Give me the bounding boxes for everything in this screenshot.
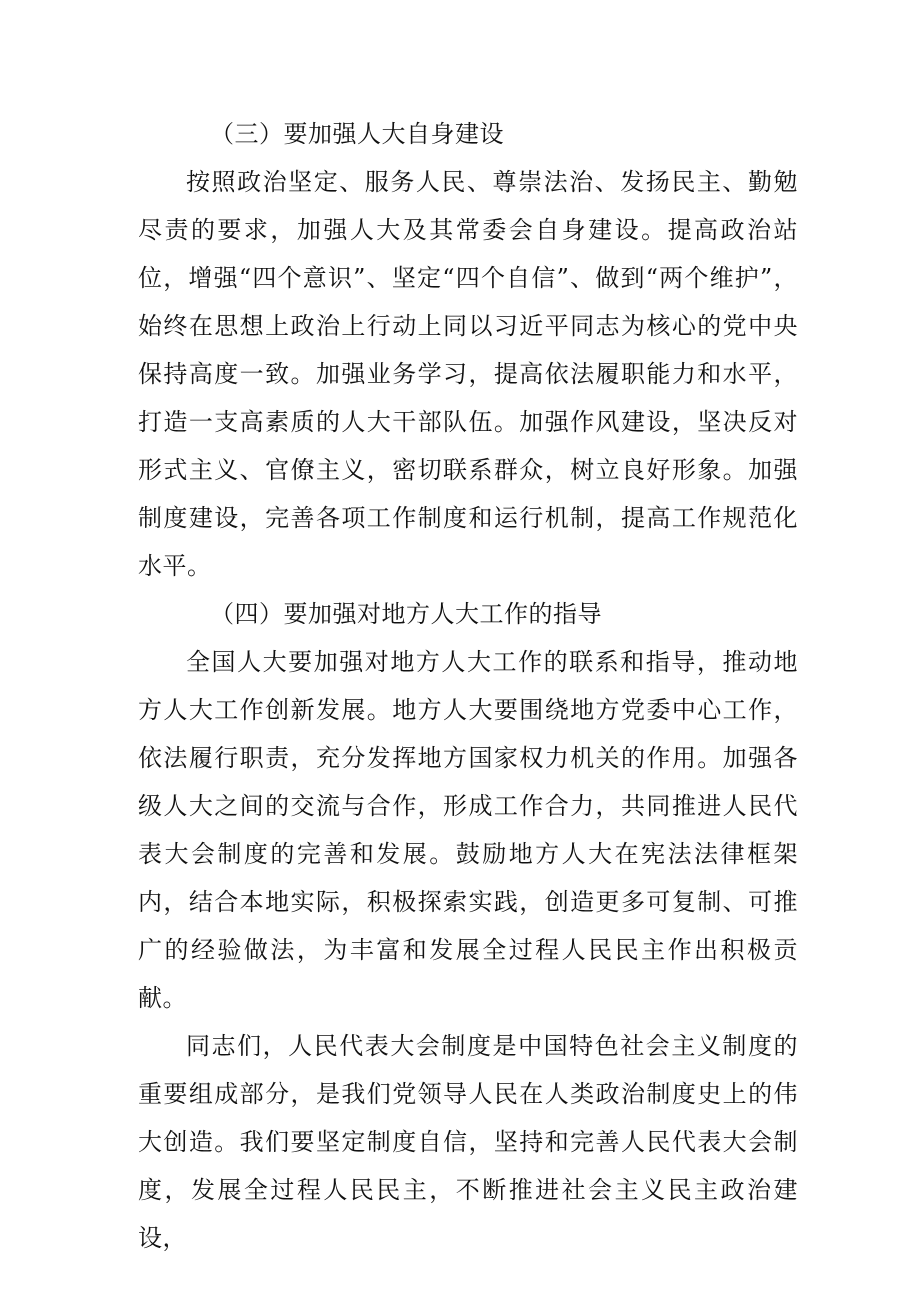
section-heading-3: （三）要加强人大自身建设 [210, 120, 504, 148]
section-heading-4: （四）要加强对地方人大工作的指导 [210, 600, 602, 628]
paragraph-closing: 同志们，人民代表大会制度是中国特色社会主义制度的重要组成部分，是我们党领导人民在人类政治制度史上的伟大创造。我们要坚定制度自信，坚持和完善人民代表大会制度，发展全过程人民民主，不断推进社会主义民主政治建设， [138, 1032, 798, 1252]
paragraph-self-building: 按照政治坚定、服务人民、尊崇法治、发扬民主、勤勉尽责的要求，加强人大及其常委会自身建设。提高政治站位，增强“四个意识”、坚定“四个自信”、做到“两个维护”，始终在思想上政治上行动上同以习近平同志为核心的党中央保持高度一致。加强业务学习，提高依法履职能力和水平，打造一支高素质的人大干部队伍。加强作风建设，坚决反对形式主义、官僚主义，密切联系群众，树立良好形象。加强制度建设，完善各项工作制度和运行机制，提高工作规范化水平。 [138, 168, 798, 580]
paragraph-local-guidance: 全国人大要加强对地方人大工作的联系和指导，推动地方人大工作创新发展。地方人大要围绕地方党委中心工作，依法履行职责，充分发挥地方国家权力机关的作用。加强各级人大之间的交流与合作，形成工作合力，共同推进人民代表大会制度的完善和发展。鼓励地方人大在宪法法律框架内，结合本地实际，积极探索实践，创造更多可复制、可推广的经验做法，为丰富和发展全过程人民民主作出积极贡献。 [138, 648, 798, 1012]
document-body [138, 110, 798, 1262]
